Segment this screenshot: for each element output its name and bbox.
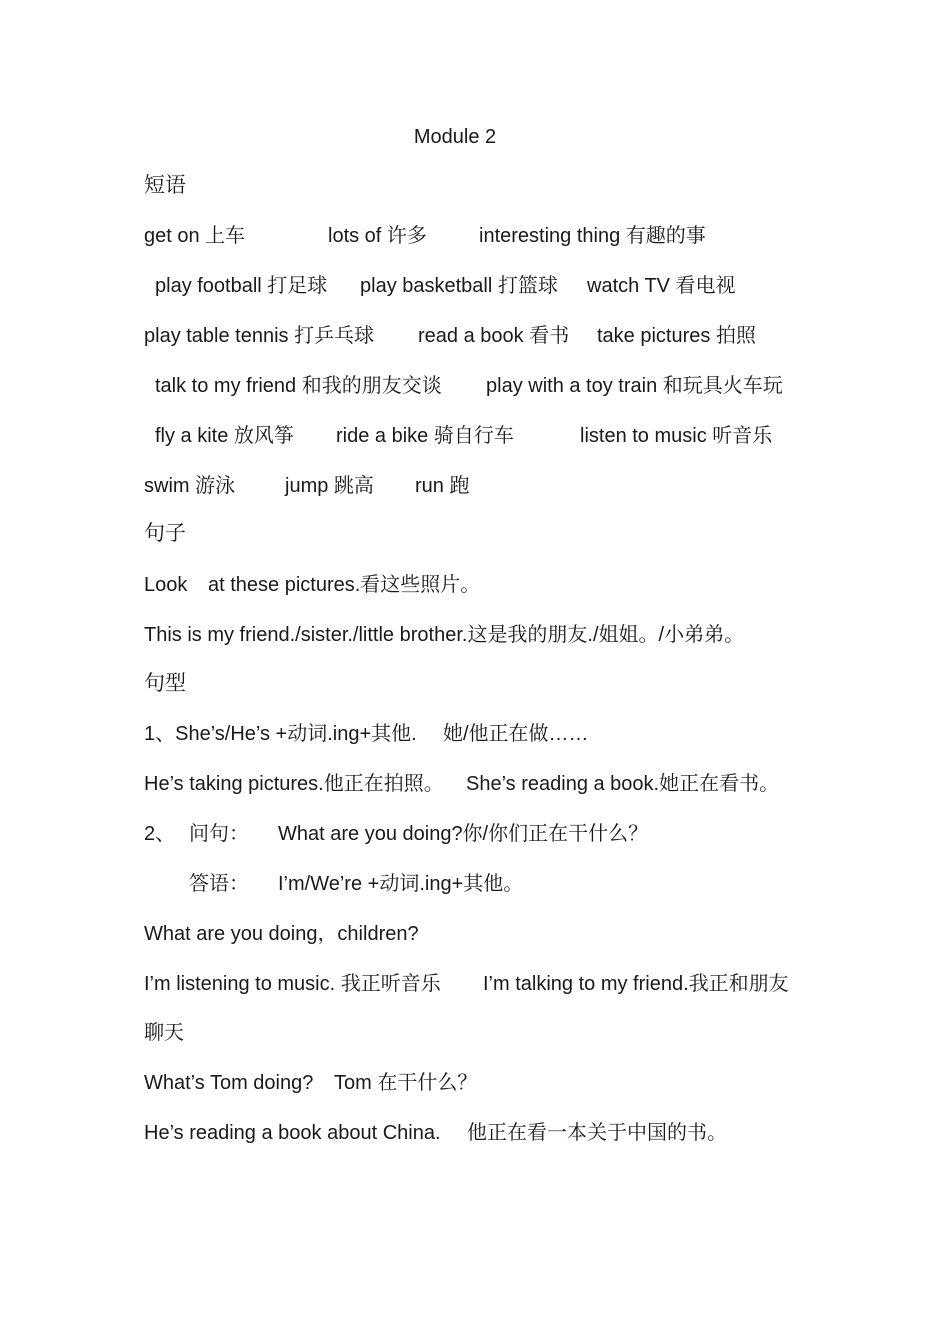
pattern-text: Tom 在干什么？ bbox=[334, 1072, 478, 1094]
heading-text: 句子 bbox=[144, 522, 186, 545]
phrase-item: get on 上车 bbox=[144, 225, 246, 247]
phrase-item: swim 游泳 bbox=[144, 475, 236, 497]
heading-text: 句型 bbox=[144, 672, 186, 695]
phrase-item: play with a toy train 和玩具火车玩 bbox=[486, 375, 783, 397]
phrase-item: take pictures 拍照 bbox=[597, 325, 756, 347]
phrase-item: talk to my friend 和我的朋友交谈 bbox=[155, 375, 442, 397]
phrase-item: watch TV 看电视 bbox=[587, 275, 736, 297]
pattern-text: 他正在看一本关于中国的书。 bbox=[467, 1122, 727, 1144]
phrase-item: play table tennis 打乒乓球 bbox=[144, 325, 375, 347]
pattern-text: He’s taking pictures.他正在拍照。 bbox=[144, 773, 444, 795]
phrase-item: ride a bike 骑自行车 bbox=[336, 425, 514, 447]
pattern-text: He’s reading a book about China. bbox=[144, 1122, 441, 1144]
phrase-item: read a book 看书 bbox=[418, 325, 570, 347]
sentence-text: at these pictures.看这些照片。 bbox=[208, 574, 481, 596]
page-title: Module 2 bbox=[413, 126, 497, 148]
pattern-text: What are you doing，children? bbox=[144, 923, 419, 945]
sentence-text: Look bbox=[144, 574, 188, 596]
phrase-item: listen to music 听音乐 bbox=[580, 425, 773, 447]
pattern-text: I’m talking to my friend.我正和朋友 bbox=[483, 973, 789, 995]
pattern-label: 答语： bbox=[189, 873, 249, 895]
phrase-item: play football 打足球 bbox=[155, 275, 328, 297]
pattern-text: 聊天 bbox=[144, 1022, 184, 1044]
pattern-text: 她/他正在做…… bbox=[443, 723, 589, 745]
pattern-number: 2、 bbox=[144, 823, 176, 845]
phrase-item: lots of 许多 bbox=[328, 225, 427, 247]
pattern-text: I’m/We’re +动词.ing+其他。 bbox=[278, 873, 524, 895]
phrase-item: run 跑 bbox=[415, 475, 470, 497]
phrase-item: interesting thing 有趣的事 bbox=[479, 225, 706, 247]
pattern-text: What are you doing?你/你们正在干什么？ bbox=[278, 823, 649, 845]
sentence-text: This is my friend./sister./little brother.这是我的朋友./姐姐。/小弟弟。 bbox=[144, 624, 745, 646]
phrase-item: jump 跳高 bbox=[285, 475, 374, 497]
pattern-label: 问句： bbox=[189, 823, 249, 845]
pattern-text: I’m listening to music. 我正听音乐 bbox=[144, 973, 441, 995]
phrase-item: play basketball 打篮球 bbox=[360, 275, 558, 297]
pattern-text: What’s Tom doing? bbox=[144, 1072, 314, 1094]
heading-text: 短语 bbox=[144, 174, 186, 197]
phrase-item: fly a kite 放风筝 bbox=[155, 425, 294, 447]
pattern-text: She’s reading a book.她正在看书。 bbox=[466, 773, 780, 795]
pattern-text: 1、She’s/He’s +动词.ing+其他. bbox=[144, 723, 417, 745]
